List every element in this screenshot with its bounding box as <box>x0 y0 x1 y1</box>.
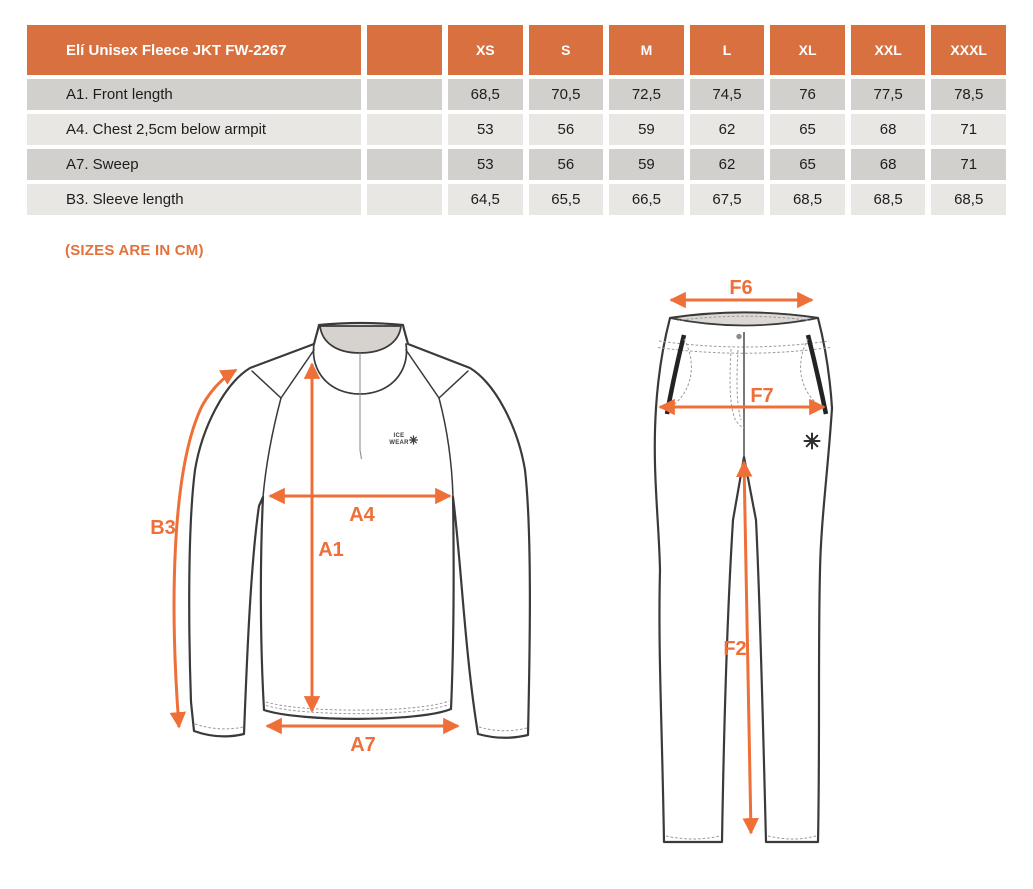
size-header-m: M <box>609 25 684 75</box>
row-label: A1. Front length <box>27 79 361 110</box>
size-table <box>27 25 1006 215</box>
cell-value: 71 <box>931 149 1006 180</box>
cell-value: 68 <box>851 114 926 145</box>
cell-value: 56 <box>529 149 604 180</box>
cell-value: 68 <box>851 149 926 180</box>
jacket-diagram <box>140 300 590 770</box>
cell-value: 59 <box>609 114 684 145</box>
cell-value: 68,5 <box>851 184 926 215</box>
pants-snowflake-icon <box>805 434 820 449</box>
cell-value: 72,5 <box>609 79 684 110</box>
a7-label: A7 <box>350 734 376 756</box>
cell-value: 65 <box>770 149 845 180</box>
cell-value: 68,5 <box>448 79 523 110</box>
cell-value: 68,5 <box>931 184 1006 215</box>
row-label: A4. Chest 2,5cm below armpit <box>27 114 361 145</box>
pants-diagram <box>640 278 840 878</box>
cell-value: 78,5 <box>931 79 1006 110</box>
f6-label: F6 <box>729 278 753 299</box>
cell-value: 53 <box>448 149 523 180</box>
cell-value: 71 <box>931 114 1006 145</box>
row-spacer-cell <box>367 184 442 215</box>
cell-value: 66,5 <box>609 184 684 215</box>
cell-value: 74,5 <box>690 79 765 110</box>
row-label: B3. Sleeve length <box>27 184 361 215</box>
size-header-xxl: XXL <box>851 25 926 75</box>
cell-value: 68,5 <box>770 184 845 215</box>
cell-value: 62 <box>690 114 765 145</box>
cell-value: 65 <box>770 114 845 145</box>
waist-button <box>736 334 741 339</box>
size-header-xl: XL <box>770 25 845 75</box>
cell-value: 62 <box>690 149 765 180</box>
cell-value: 65,5 <box>529 184 604 215</box>
row-label: A7. Sweep <box>27 149 361 180</box>
a4-label: A4 <box>349 504 375 526</box>
row-spacer-cell <box>367 149 442 180</box>
size-header-s: S <box>529 25 604 75</box>
f2-label: F2 <box>723 638 747 660</box>
cell-value: 77,5 <box>851 79 926 110</box>
table-title: Elí Unisex Fleece JKT FW-2267 <box>27 25 361 75</box>
cell-value: 76 <box>770 79 845 110</box>
units-note: (SIZES ARE IN CM) <box>65 242 204 259</box>
size-header-xxxl: XXXL <box>931 25 1006 75</box>
f7-label: F7 <box>750 385 774 407</box>
a1-label: A1 <box>318 539 344 561</box>
header-spacer-cell <box>367 25 442 75</box>
cell-value: 64,5 <box>448 184 523 215</box>
cell-value: 59 <box>609 149 684 180</box>
size-header-l: L <box>690 25 765 75</box>
cell-value: 53 <box>448 114 523 145</box>
row-spacer-cell <box>367 79 442 110</box>
cell-value: 70,5 <box>529 79 604 110</box>
cell-value: 56 <box>529 114 604 145</box>
jacket-logo-line1: ICE <box>393 433 405 439</box>
jacket-logo-line2: WEAR <box>389 440 409 446</box>
cell-value: 67,5 <box>690 184 765 215</box>
row-spacer-cell <box>367 114 442 145</box>
size-header-xs: XS <box>448 25 523 75</box>
jacket-logo-snowflake-icon <box>410 436 418 444</box>
b3-label: B3 <box>150 517 176 539</box>
